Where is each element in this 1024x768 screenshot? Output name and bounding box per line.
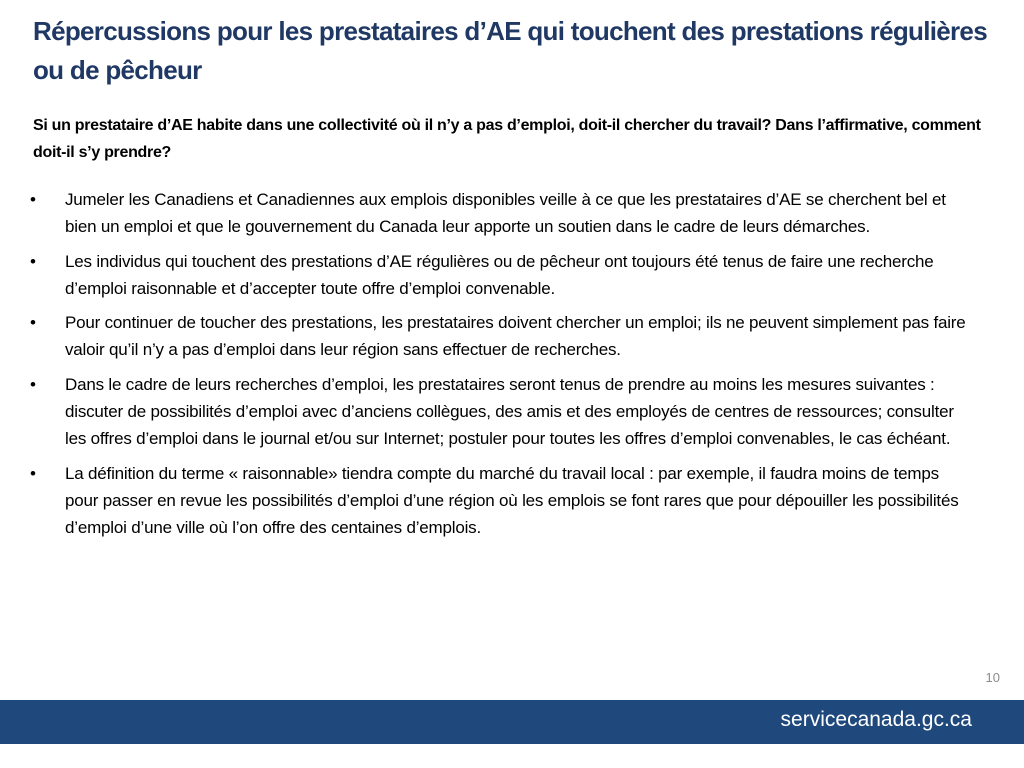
bullet-icon: • [30, 313, 36, 333]
bullet-text: Dans le cadre de leurs recherches d’emploi, les prestataires seront tenus de prendre au moins les mesures suivantes : discuter de possibilités d’emploi avec d’anciens collègues, des amis et des employés de centres de ressources; consulter les offres d’emploi dans le journal et/ou sur Internet; postuler pour toutes les offres d’emploi convenables, le cas échéant. [65, 374, 954, 449]
bullet-text: Jumeler les Canadiens et Canadiennes aux emplois disponibles veille à ce que les prestataires d’AE se cherchent bel et bien un emploi et que le gouvernement du Canada leur apporte un soutien dans le cadre de leurs démarches. [65, 190, 946, 237]
bullet-list [30, 186, 970, 549]
bullet-item [30, 309, 970, 364]
bullet-item [30, 371, 970, 453]
bullet-text: Pour continuer de toucher des prestations, les prestataires doivent chercher un emploi; ils ne peuvent simplement pas faire valoir qu’il n’y a pas d’emploi dans leur région sans effectuer de recherches. [65, 313, 966, 360]
bullet-item [30, 460, 970, 542]
bullet-item [30, 248, 970, 303]
bullet-text: La définition du terme « raisonnable» tiendra compte du marché du travail local : par exemple, il faudra moins de temps pour passer en revue les possibilités d’emploi d’une région où les emplois se font rares que pour dépouiller les possibilités d’emploi d’une ville où l’on offre des centaines d’emplois. [65, 463, 959, 538]
bullet-item [30, 186, 970, 241]
slide-title: Répercussions pour les prestataires d’AE qui touchent des prestations régulières ou de pêcheur [33, 16, 987, 85]
footer-url-link[interactable]: servicecanada.gc.ca [780, 708, 972, 731]
slide-question: Si un prestataire d’AE habite dans une collectivité où il n’y a pas d’emploi, doit-il chercher du travail? Dans l’affirmative, comment doit-il s’y prendre? [33, 117, 981, 161]
bullet-icon: • [30, 251, 36, 271]
footer-bar [0, 700, 1024, 744]
bullet-icon: • [30, 190, 36, 209]
bullet-icon: • [30, 374, 36, 394]
bullet-icon: • [30, 463, 36, 483]
bullet-text: Les individus qui touchent des prestations d’AE régulières ou de pêcheur ont toujours été tenus de faire une recherche d’emploi raisonnable et d’accepter toute offre d’emploi convenable. [65, 251, 934, 298]
page-number: 10 [985, 670, 1000, 685]
